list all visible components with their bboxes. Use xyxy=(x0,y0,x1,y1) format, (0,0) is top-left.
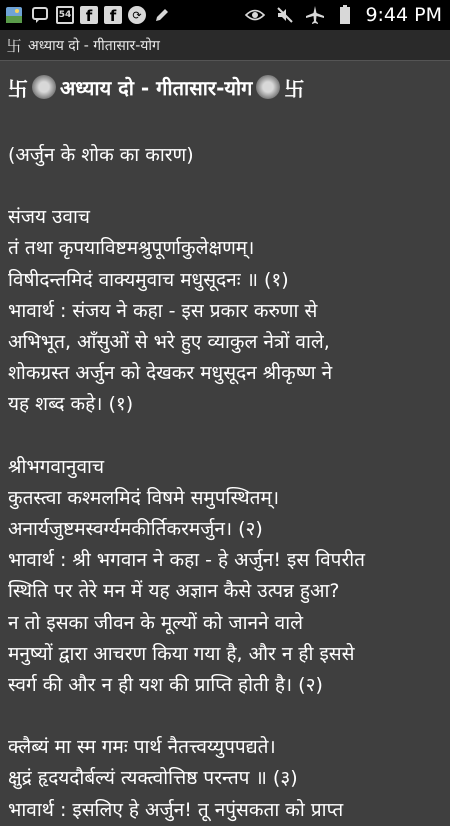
eye-icon xyxy=(245,5,265,25)
verse-line: शोकग्रस्त अर्जुन को देखकर मधुसूदन श्रीकृष्ण ने xyxy=(8,362,333,385)
swastika-icon-left: 卐 xyxy=(8,76,28,101)
chapter-subtitle: (अर्जुन के शोक का कारण) xyxy=(8,144,194,166)
messaging-icon xyxy=(30,5,50,25)
facebook-icon-2: f xyxy=(104,6,122,24)
verse-line: तं तथा कृपयाविष्टमश्रुपूर्णाकुलेक्षणम्। xyxy=(8,237,255,260)
verse-line: स्वर्ग की और न ही यश की प्राप्ति होती है। (२) xyxy=(8,674,323,697)
sync-icon: ⟳ xyxy=(128,6,146,24)
battery-icon xyxy=(335,5,355,25)
system-icons xyxy=(245,4,450,26)
verse-line: भावार्थ : श्री भगवान ने कहा - हे अर्जुन! इस विपरीत xyxy=(8,549,365,572)
app-bar xyxy=(0,30,450,61)
verse-line: कुतस्त्वा कश्मलमिदं विषमे समुपस्थितम्। xyxy=(8,486,280,509)
verse-line: भावार्थ : इसलिए हे अर्जुन! तू नपुंसकता को प्राप्त xyxy=(8,798,344,821)
app-title: अध्याय दो - गीतासार-योग xyxy=(28,37,160,54)
chapter-heading xyxy=(8,65,442,109)
verse-line: मनुष्यों द्वारा आचरण किया गया है, और न ही इससे xyxy=(8,642,355,665)
verse-line: श्रीभगवानुवाच xyxy=(8,455,105,478)
sun-icon-left xyxy=(32,75,56,99)
verse-line: अनार्यजुष्टमस्वर्ग्यमकीर्तिकरमर्जुन। (२) xyxy=(8,518,263,541)
pencil-icon xyxy=(152,5,172,25)
facebook-icon: f xyxy=(80,6,98,24)
verse-line: अभिभूत, आँसुओं से भरे हुए व्याकुल नेत्रों वाले, xyxy=(8,331,330,354)
verse-line: भावार्थ : संजय ने कहा - इस प्रकार करुणा से xyxy=(8,299,318,322)
chapter-content[interactable] xyxy=(0,61,450,821)
clock: 9:44 PM xyxy=(365,4,442,26)
verse-line: स्थिति पर तेरे मन में यह अज्ञान कैसे उत्पन्न हुआ? xyxy=(8,580,340,603)
verse-line: क्लैब्यं मा स्म गमः पार्थ नैतत्त्वय्युपपद्यते। xyxy=(8,736,276,759)
verse-line: विषीदन्तमिदं वाक्यमुवाच मधुसूदनः ॥ (१) xyxy=(8,268,289,291)
verse-line: यह शब्द कहे। (१) xyxy=(8,393,134,416)
notification-icons xyxy=(0,5,172,25)
mute-icon xyxy=(275,5,295,25)
swastika-icon: 卐 xyxy=(6,36,22,55)
verse-line: क्षुद्रं हृदयदौर्बल्यं त्यक्त्वोत्तिष्ठ परन्तप ॥ (३) xyxy=(8,767,298,790)
airplane-mode-icon xyxy=(305,5,325,25)
chapter-title: अध्याय दो - गीतासार-योग xyxy=(60,75,253,100)
verse-line: संजय उवाच xyxy=(8,206,90,229)
status-bar xyxy=(0,0,450,30)
verse-line: न तो इसका जीवन के मूल्यों को जानने वाले xyxy=(8,611,303,634)
photos-icon xyxy=(4,5,24,25)
notification-count-badge: 54 xyxy=(56,6,74,24)
sun-icon-right xyxy=(256,75,280,99)
swastika-icon-right: 卐 xyxy=(284,76,305,101)
